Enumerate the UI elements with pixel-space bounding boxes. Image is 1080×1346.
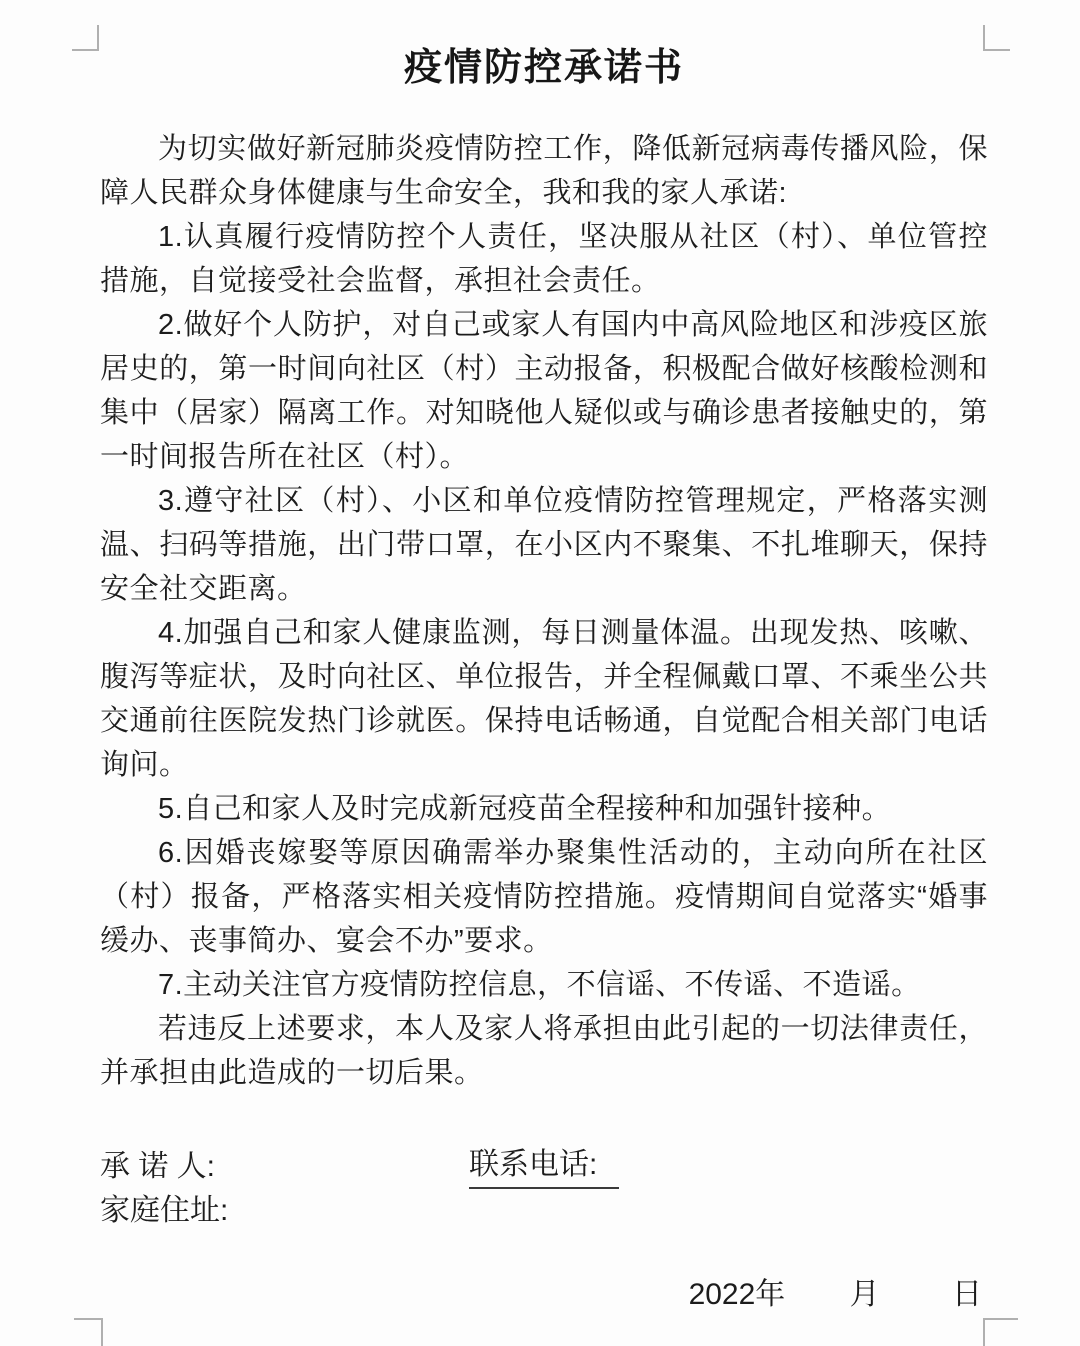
promiser-label: 承 诺 人: — [100, 1150, 216, 1183]
corner-mark-top-right — [983, 25, 1010, 51]
corner-mark-top-left — [72, 25, 99, 51]
date-year: 2022年 — [688, 1278, 786, 1311]
page-title: 疫情防控承诺书 — [403, 47, 684, 89]
commitment-item-1: 1.认真履行疫情防控个人责任，坚决服从社区（村）、单位管控措施，自觉接受社会监督，承担社会责任。 — [100, 221, 988, 297]
document-body — [100, 127, 988, 1095]
corner-mark-bottom-right — [983, 1318, 1018, 1346]
commitment-item-7: 7.主动关注官方疫情防控信息，不信谣、不传谣、不造谣。 — [158, 969, 921, 1001]
address-label: 家庭住址: — [100, 1194, 229, 1227]
commitment-item-4: 4.加强自己和家人健康监测，每日测量体温。出现发热、咳嗽、腹泻等症状，及时向社区、单位报告，并全程佩戴口罩、不乘坐公共交通前往医院发热门诊就医。保持电话畅通，自觉配合相关部门电话询问。 — [100, 617, 988, 781]
commitment-item-5: 5.自己和家人及时完成新冠疫苗全程接种和加强针接种。 — [158, 793, 892, 825]
address-row — [100, 1189, 988, 1233]
date-day-blank: 日 — [952, 1278, 982, 1311]
phone-label-with-blank — [469, 1143, 619, 1189]
commitment-item-6: 6.因婚丧嫁娶等原因确需举办聚集性活动的，主动向所在社区（村）报备，严格落实相关疫情防控措施。疫情期间自觉落实“婚事缓办、丧事简办、宴会不办”要求。 — [100, 837, 988, 957]
closing-paragraph: 若违反上述要求，本人及家人将承担由此引起的一切法律责任，并承担由此造成的一切后果。 — [100, 1013, 988, 1089]
intro-paragraph: 为切实做好新冠肺炎疫情防控工作，降低新冠病毒传播风险，保障人民群众身体健康与生命安全，我和我的家人承诺: — [100, 133, 988, 209]
phone-label: 联系电话: — [469, 1148, 598, 1181]
corner-mark-bottom-left — [74, 1318, 103, 1346]
signature-row — [100, 1143, 988, 1189]
commitment-item-2: 2.做好个人防护，对自己或家人有国内中高风险地区和涉疫区旅居史的，第一时间向社区（村）主动报备，积极配合做好核酸检测和集中（居家）隔离工作。对知晓他人疑似或与确诊患者接触史的，第一时间报告所在社区（村）。 — [100, 309, 988, 473]
date-month-blank: 月 — [849, 1278, 880, 1311]
commitment-item-3: 3.遵守社区（村）、小区和单位疫情防控管理规定，严格落实测温、扫码等措施，出门带口罩，在小区内不聚集、不扎堆聊天，保持安全社交距离。 — [100, 485, 988, 605]
date-line — [100, 1273, 988, 1317]
